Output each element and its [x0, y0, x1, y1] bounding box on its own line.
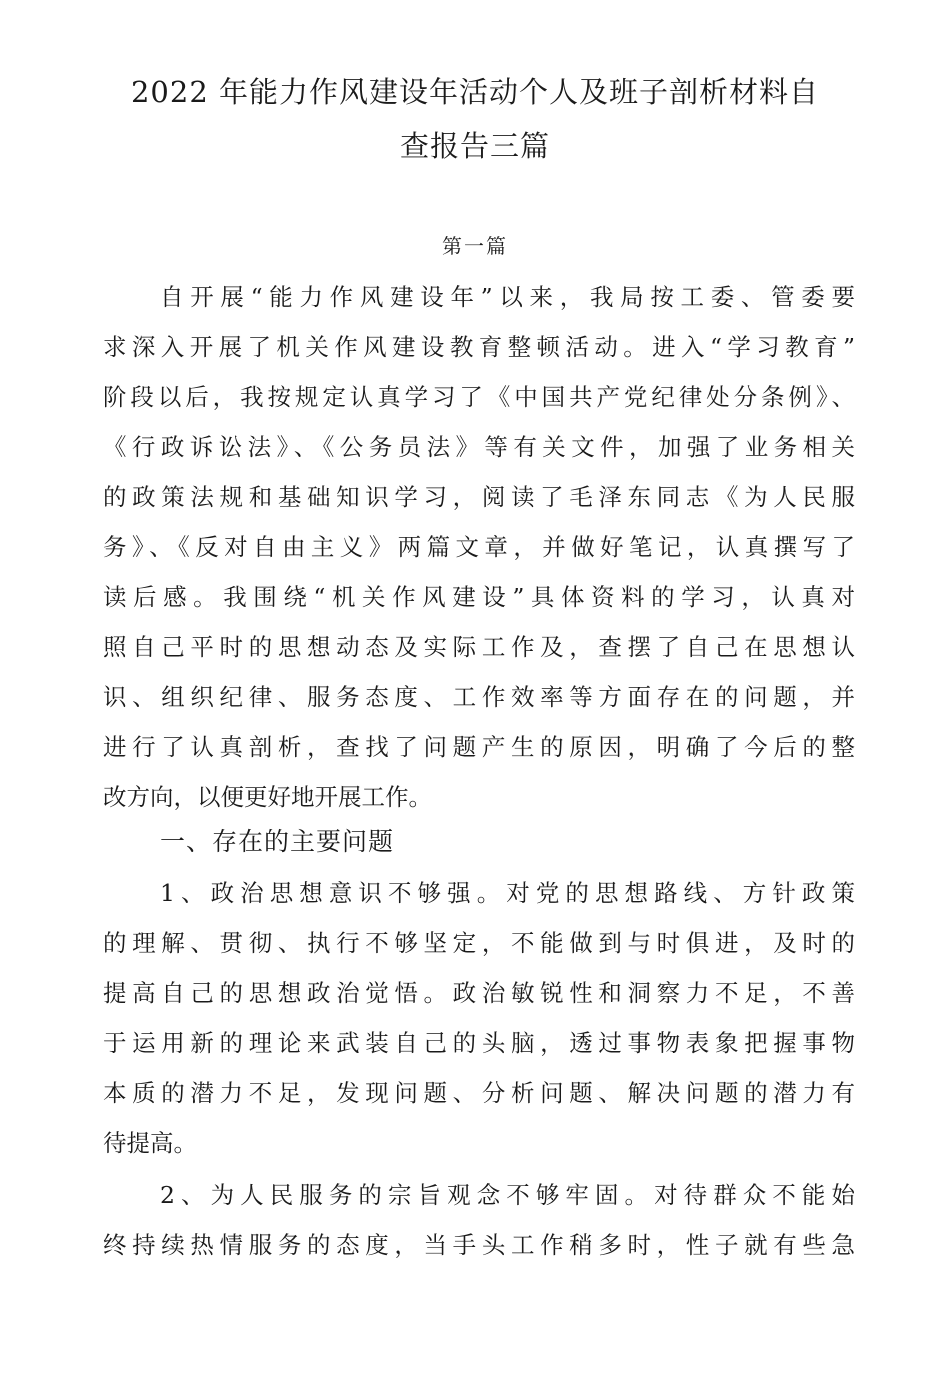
paragraph-3	[103, 1170, 855, 1270]
paragraph-line: 务》、《反对自由主义》两篇文章，并做好笔记，认真撰写了	[103, 533, 855, 561]
paragraph-line: 自开展“能力作风建设年”以来，我局按工委、管委要	[160, 283, 855, 311]
section-heading: 一、存在的主要问题	[160, 827, 395, 856]
paragraph-line: 终持续热情服务的态度，当手头工作稍多时，性子就有些急	[103, 1231, 855, 1259]
section-label: 第一篇	[442, 234, 508, 258]
paragraph-line: 本质的潜力不足，发现问题、分析问题、解决问题的潜力有	[103, 1079, 855, 1107]
paragraph-line: 1、政治思想意识不够强。对党的思想路线、方针政策	[160, 879, 855, 907]
paragraph-1	[103, 272, 855, 822]
paragraph-line: 待提高。	[103, 1129, 197, 1157]
document-title-line-2: 查报告三篇	[399, 129, 550, 163]
paragraph-line: 照自己平时的思想动态及实际工作及，查摆了自己在思想认	[103, 633, 855, 661]
paragraph-line: 的理解、贯彻、执行不够坚定，不能做到与时俱进，及时的	[103, 929, 855, 957]
paragraph-line: 求深入开展了机关作风建设教育整顿活动。进入“学习教育”	[103, 333, 855, 361]
paragraph-line: 《行政诉讼法》、《公务员法》等有关文件，加强了业务相关	[103, 433, 855, 461]
paragraph-line: 改方向，以便更好地开展工作。	[103, 783, 432, 811]
paragraph-line: 进行了认真剖析，查找了问题产生的原因，明确了今后的整	[103, 733, 855, 761]
paragraph-line: 于运用新的理论来武装自己的头脑，透过事物表象把握事物	[103, 1029, 855, 1057]
paragraph-line: 阶段以后，我按规定认真学习了《中国共产党纪律处分条例》、	[103, 383, 855, 411]
paragraph-line: 2、为人民服务的宗旨观念不够牢固。对待群众不能始	[160, 1181, 855, 1209]
paragraph-line: 提高自己的思想政治觉悟。政治敏锐性和洞察力不足，不善	[103, 979, 855, 1007]
paragraph-line: 识、组织纪律、服务态度、工作效率等方面存在的问题，并	[103, 683, 855, 711]
paragraph-line: 读后感。我围绕“机关作风建设”具体资料的学习，认真对	[103, 583, 855, 611]
paragraph-2	[103, 868, 855, 1168]
document-title-line-1: 2022 年能力作风建设年活动个人及班子剖析材料自	[130, 75, 820, 109]
paragraph-line: 的政策法规和基础知识学习，阅读了毛泽东同志《为人民服	[103, 483, 855, 511]
